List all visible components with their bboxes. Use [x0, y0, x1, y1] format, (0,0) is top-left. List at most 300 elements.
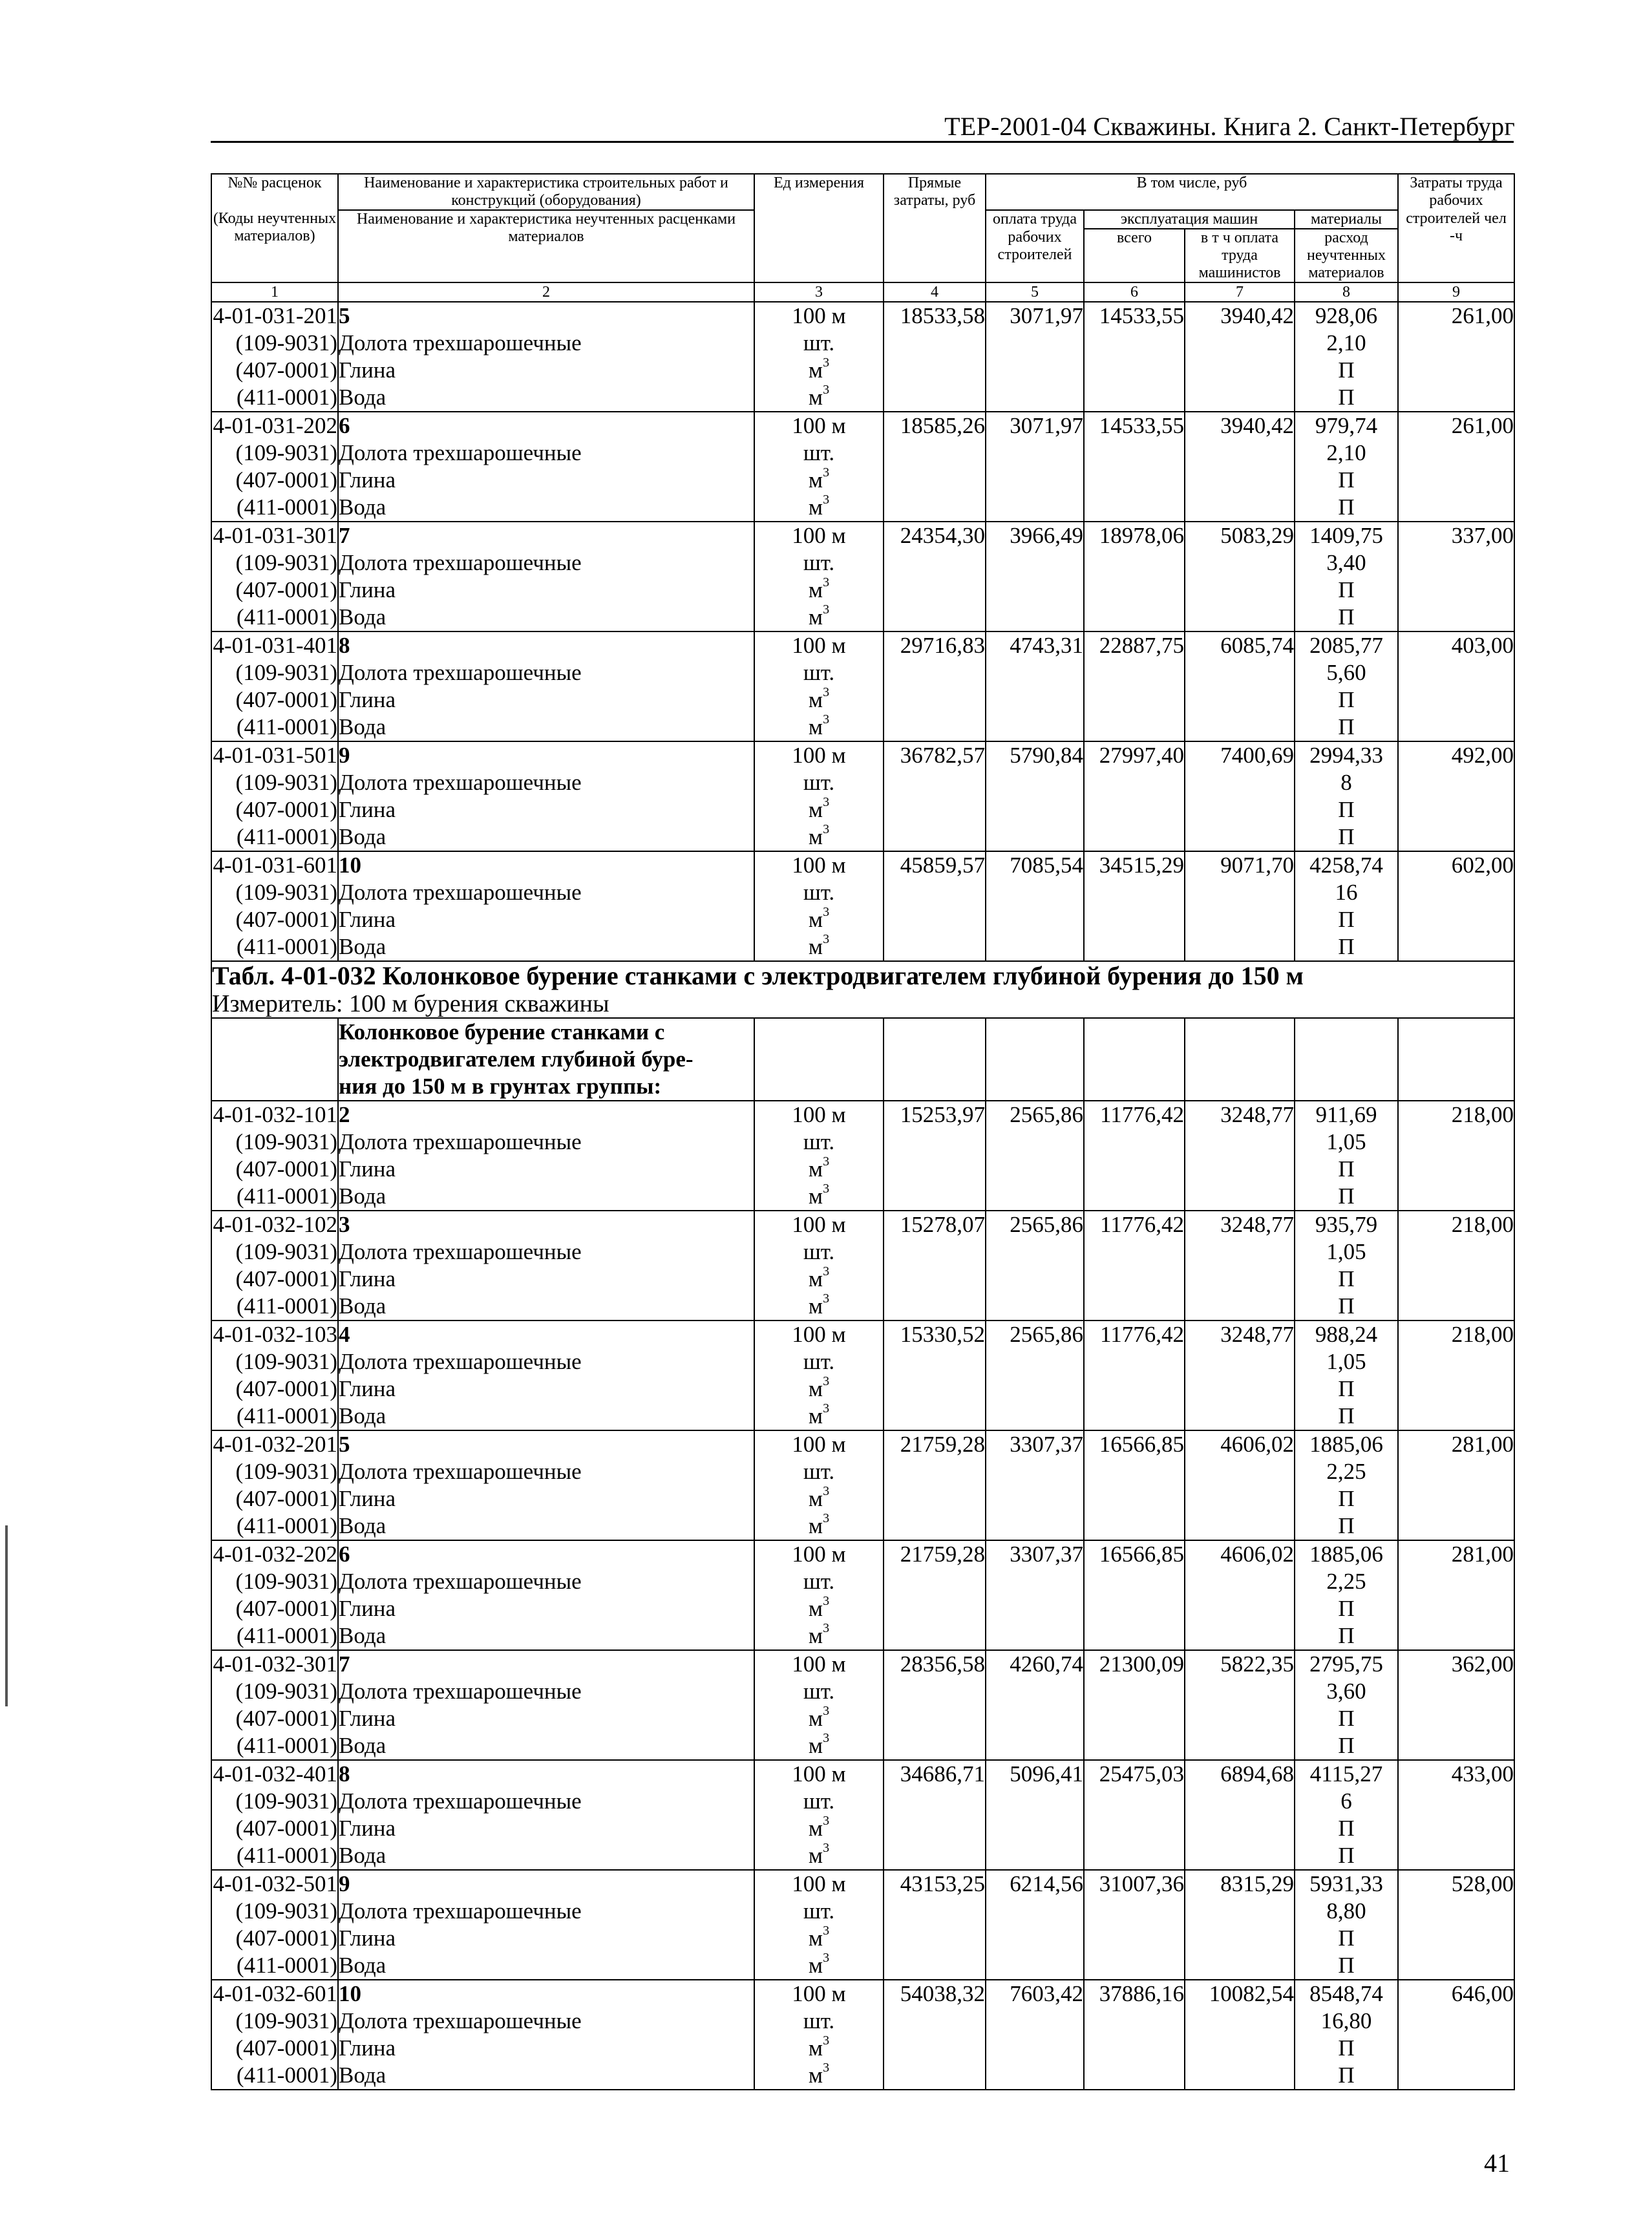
empty-cell [1084, 1458, 1185, 1485]
empty-cell [884, 1952, 986, 1980]
material-consumption [1295, 1238, 1398, 1266]
labor-hours [1398, 1760, 1514, 1788]
material-code-text: (109-9031) [235, 770, 337, 795]
machinists-labor-text: 5822,35 [1220, 1651, 1294, 1677]
material-row [211, 1925, 1514, 1952]
material-consumption-text: П [1338, 494, 1355, 520]
empty-cell [884, 1403, 986, 1430]
material-unit-text: м [808, 604, 823, 630]
column-number: 1 [211, 282, 338, 302]
material-code-text: (109-9031) [235, 440, 337, 465]
material-unit [754, 1705, 884, 1732]
empty-cell [1084, 440, 1185, 467]
superscript: 3 [823, 1841, 830, 1856]
direct-costs-text: 21759,28 [900, 1432, 985, 1457]
rate-code [211, 1760, 338, 1788]
empty-cell [884, 1375, 986, 1403]
material-unit-text: м [808, 1293, 823, 1319]
rate-code [211, 1870, 338, 1898]
materials-cost [1295, 302, 1398, 330]
superscript: 3 [823, 355, 830, 370]
labor-hours-text: 281,00 [1451, 1542, 1514, 1567]
material-code-text: (407-0001) [235, 1596, 337, 1621]
empty-cell [1084, 933, 1185, 961]
empty-cell [986, 1156, 1084, 1183]
materials-cost-text: 4115,27 [1309, 1761, 1383, 1787]
rate-unit [754, 631, 884, 659]
material-consumption-text: П [1338, 907, 1355, 932]
empty-cell [986, 577, 1084, 604]
material-unit-text: м [808, 1486, 823, 1511]
material-unit [754, 1129, 884, 1156]
labor-hours [1398, 1321, 1514, 1348]
machinists-labor-text: 7400,69 [1220, 743, 1294, 768]
material-name-text: Долота трехшарошечные [339, 440, 582, 465]
rate-unit-text: 100 м [792, 1212, 846, 1237]
empty-cell [1185, 769, 1295, 796]
col6-header: всего [1084, 229, 1185, 282]
machines-total-text: 31007,36 [1099, 1871, 1184, 1896]
material-row [211, 440, 1514, 467]
material-name-text: Долота трехшарошечные [339, 1898, 582, 1924]
empty-cell [884, 494, 986, 522]
material-name [338, 494, 754, 522]
material-name-text: Долота трехшарошечные [339, 660, 582, 685]
empty-cell [1185, 1348, 1295, 1375]
empty-cell [884, 440, 986, 467]
empty-cell [1185, 467, 1295, 494]
material-unit [754, 1815, 884, 1842]
machines-total-text: 18978,06 [1099, 523, 1184, 548]
labor-cost-text: 3071,97 [1010, 413, 1083, 438]
empty-cell [986, 1512, 1084, 1540]
empty-cell [986, 2062, 1084, 2090]
empty-cell [884, 1348, 986, 1375]
rate-name [338, 302, 754, 330]
materials-cost-text: 911,69 [1315, 1102, 1377, 1127]
material-code [211, 1732, 338, 1760]
labor-hours [1398, 522, 1514, 549]
material-code [211, 467, 338, 494]
materials-cost-text: 2085,77 [1309, 633, 1383, 658]
empty-cell [884, 769, 986, 796]
rate-name [338, 522, 754, 549]
rate-name-text: 5 [339, 1432, 350, 1457]
superscript: 3 [823, 685, 830, 700]
labor-hours [1398, 1980, 1514, 2008]
material-consumption-text: П [1338, 1513, 1355, 1538]
empty-cell [1398, 549, 1514, 577]
material-code [211, 384, 338, 412]
material-code-text: (411-0001) [236, 1733, 337, 1758]
empty-cell [1185, 714, 1295, 741]
material-consumption [1295, 1842, 1398, 1870]
material-consumption-text: 2,25 [1326, 1569, 1366, 1594]
material-code-text: (407-0001) [235, 797, 337, 822]
column-numbers-row [211, 282, 1514, 302]
empty-cell [1185, 549, 1295, 577]
rate-unit [754, 412, 884, 440]
material-consumption-text: П [1338, 687, 1355, 712]
empty-cell [1185, 2035, 1295, 2062]
material-row [211, 769, 1514, 796]
material-consumption-text: 1,05 [1326, 1129, 1366, 1154]
rate-code [211, 1430, 338, 1458]
rate-code-text: 4-01-031-201 [213, 303, 337, 328]
material-consumption [1295, 714, 1398, 741]
labor-cost [986, 741, 1084, 769]
material-consumption [1295, 440, 1398, 467]
materials-cost-text: 2994,33 [1309, 743, 1383, 768]
materials-cost [1295, 1650, 1398, 1678]
empty-cell [884, 1595, 986, 1622]
material-name [338, 549, 754, 577]
material-name [338, 686, 754, 714]
material-unit-text: м [808, 1596, 823, 1621]
machines-total-text: 27997,40 [1099, 743, 1184, 768]
material-name [338, 1815, 754, 1842]
material-name [338, 1458, 754, 1485]
material-name [338, 2035, 754, 2062]
material-consumption [1295, 686, 1398, 714]
material-row [211, 1705, 1514, 1732]
empty-cell [884, 659, 986, 686]
material-row [211, 933, 1514, 961]
rate-code-text: 4-01-032-301 [213, 1651, 337, 1677]
material-consumption [1295, 549, 1398, 577]
rate-row [211, 851, 1514, 879]
machines-total [1084, 851, 1185, 879]
rate-name-text: 9 [339, 1871, 350, 1896]
material-unit [754, 879, 884, 906]
material-name [338, 906, 754, 933]
material-name [338, 1375, 754, 1403]
material-consumption [1295, 604, 1398, 631]
material-consumption [1295, 659, 1398, 686]
material-consumption [1295, 1678, 1398, 1705]
material-code [211, 796, 338, 823]
material-code-text: (109-9031) [235, 1898, 337, 1924]
material-unit-text: шт. [803, 1459, 835, 1484]
empty-cell [1185, 1512, 1295, 1540]
material-unit-text: м [808, 1953, 823, 1978]
material-unit-text: м [808, 1843, 823, 1868]
superscript: 3 [823, 1731, 830, 1746]
material-consumption [1295, 1595, 1398, 1622]
material-consumption-text: П [1338, 577, 1355, 602]
material-unit [754, 769, 884, 796]
empty-cell [1084, 906, 1185, 933]
machines-total [1084, 1870, 1185, 1898]
rate-name-text: 10 [339, 853, 361, 878]
rate-row [211, 1650, 1514, 1678]
material-code-text: (411-0001) [236, 385, 337, 410]
material-name [338, 384, 754, 412]
rate-row [211, 1321, 1514, 1348]
labor-hours-text: 602,00 [1451, 853, 1514, 878]
labor-hours [1398, 631, 1514, 659]
material-name-text: Долота трехшарошечные [339, 1459, 582, 1484]
material-code-text: (407-0001) [235, 1376, 337, 1401]
material-name [338, 577, 754, 604]
material-code [211, 823, 338, 851]
empty-cell [1185, 823, 1295, 851]
empty-cell [884, 879, 986, 906]
labor-cost [986, 851, 1084, 879]
material-code [211, 1348, 338, 1375]
material-unit-text: м [808, 1183, 823, 1209]
empty-cell [1084, 2062, 1185, 2090]
machines-total-text: 34515,29 [1099, 853, 1184, 878]
labor-hours [1398, 851, 1514, 879]
machinists-labor [1185, 1760, 1295, 1788]
material-code-text: (109-9031) [235, 1129, 337, 1154]
material-code [211, 1156, 338, 1183]
machinists-labor-text: 3940,42 [1220, 303, 1294, 328]
col9-header: Затраты труда рабочих [1398, 174, 1514, 210]
superscript: 3 [823, 1154, 830, 1169]
material-unit [754, 1156, 884, 1183]
empty-cell [1185, 796, 1295, 823]
empty-cell [1084, 1293, 1185, 1321]
direct-costs [884, 1101, 986, 1129]
empty-cell [1185, 1403, 1295, 1430]
material-row [211, 1266, 1514, 1293]
material-row [211, 604, 1514, 631]
empty-cell [1398, 1293, 1514, 1321]
rate-unit-text: 100 м [792, 1871, 846, 1896]
material-unit-text: шт. [803, 1129, 835, 1154]
empty-cell [986, 1568, 1084, 1595]
superscript: 3 [823, 1374, 830, 1389]
direct-costs [884, 1650, 986, 1678]
rate-code [211, 1540, 338, 1568]
material-name-text: Долота трехшарошечные [339, 330, 582, 355]
material-code-text: (411-0001) [236, 934, 337, 959]
material-code-text: (411-0001) [236, 2063, 337, 2088]
empty-cell [986, 1622, 1084, 1650]
material-unit-text: шт. [803, 1788, 835, 1814]
material-unit [754, 1183, 884, 1211]
material-unit-text: м [808, 824, 823, 849]
material-name-text: Долота трехшарошечные [339, 770, 582, 795]
rate-name-text: 7 [339, 523, 350, 548]
material-consumption [1295, 906, 1398, 933]
rate-unit [754, 1870, 884, 1898]
rates-table [211, 173, 1515, 2090]
empty-cell [1398, 1238, 1514, 1266]
empty-cell [1084, 686, 1185, 714]
material-name [338, 1403, 754, 1430]
material-consumption-text: П [1338, 1816, 1355, 1841]
empty-cell [1398, 330, 1514, 357]
labor-hours-text: 492,00 [1451, 743, 1514, 768]
empty-cell [1185, 1156, 1295, 1183]
labor-cost-text: 3307,37 [1010, 1542, 1083, 1567]
machines-total [1084, 412, 1185, 440]
empty-cell [986, 357, 1084, 384]
rate-code-text: 4-01-031-501 [213, 743, 337, 768]
empty-cell [986, 1788, 1084, 1815]
machinists-labor-text: 4606,02 [1220, 1432, 1294, 1457]
labor-cost [986, 1870, 1084, 1898]
rate-code-text: 4-01-031-601 [213, 853, 337, 878]
machinists-labor [1185, 1870, 1295, 1898]
labor-hours-text: 646,00 [1451, 1981, 1514, 2006]
material-code [211, 1788, 338, 1815]
material-unit-text: шт. [803, 330, 835, 355]
column-number: 3 [754, 282, 884, 302]
material-name [338, 1678, 754, 1705]
rate-code [211, 522, 338, 549]
material-name-text: Вода [339, 1403, 387, 1428]
empty-cell [986, 1403, 1084, 1430]
direct-costs [884, 522, 986, 549]
machinists-labor [1185, 412, 1295, 440]
col2-subheader: Наименование и характеристика неучтенных расценками материалов [338, 210, 754, 282]
section-4-01-031 [211, 302, 1514, 961]
material-name-text: Глина [339, 1266, 396, 1291]
machines-total [1084, 1211, 1185, 1238]
labor-hours-text: 218,00 [1451, 1102, 1514, 1127]
material-consumption-text: П [1338, 2035, 1355, 2061]
empty-cell [1185, 1568, 1295, 1595]
material-unit [754, 1788, 884, 1815]
material-code [211, 549, 338, 577]
rate-code [211, 741, 338, 769]
empty-cell [1398, 1732, 1514, 1760]
material-name-text: Глина [339, 1156, 396, 1182]
material-code-text: (109-9031) [235, 660, 337, 685]
material-name-text: Глина [339, 577, 396, 602]
labor-hours [1398, 1540, 1514, 1568]
material-consumption-text: 2,10 [1326, 440, 1366, 465]
material-name-text: Глина [339, 357, 396, 383]
empty-cell [1185, 1183, 1295, 1211]
materials-cost [1295, 631, 1398, 659]
material-consumption [1295, 823, 1398, 851]
material-row [211, 2062, 1514, 2090]
empty-cell [986, 769, 1084, 796]
material-code [211, 1266, 338, 1293]
material-unit-text: шт. [803, 660, 835, 685]
superscript: 3 [823, 795, 830, 810]
material-consumption-text: 16,80 [1320, 2008, 1372, 2033]
material-row [211, 384, 1514, 412]
material-consumption [1295, 879, 1398, 906]
empty-cell [1398, 1705, 1514, 1732]
material-name [338, 2008, 754, 2035]
empty-cell [884, 384, 986, 412]
machinists-labor [1185, 851, 1295, 879]
rate-code-text: 4-01-032-103 [213, 1322, 337, 1347]
empty-cell [1398, 1842, 1514, 1870]
empty-cell [1185, 2008, 1295, 2035]
material-code-text: (109-9031) [235, 1788, 337, 1814]
material-name-text: Вода [339, 1623, 387, 1648]
rate-code [211, 1650, 338, 1678]
rate-unit [754, 1211, 884, 1238]
machines-total-text: 25475,03 [1099, 1761, 1184, 1787]
empty-cell [1084, 1485, 1185, 1512]
empty-cell [884, 1293, 986, 1321]
material-code [211, 686, 338, 714]
rate-name [338, 1870, 754, 1898]
material-row [211, 796, 1514, 823]
material-consumption [1295, 1156, 1398, 1183]
empty-cell [986, 1952, 1084, 1980]
empty-cell [1398, 357, 1514, 384]
rate-code-text: 4-01-031-301 [213, 523, 337, 548]
labor-hours-text: 281,00 [1451, 1432, 1514, 1457]
empty-cell [986, 1375, 1084, 1403]
empty-cell [884, 549, 986, 577]
empty-cell [986, 1815, 1084, 1842]
empty-cell [884, 1678, 986, 1705]
rate-row [211, 741, 1514, 769]
work-heading-line: Колонковое бурение станками с [338, 1018, 754, 1046]
rate-row [211, 1760, 1514, 1788]
material-name [338, 1568, 754, 1595]
empty-cell [1398, 2062, 1514, 2090]
material-name-text: Долота трехшарошечные [339, 880, 582, 905]
rate-name [338, 631, 754, 659]
material-row [211, 330, 1514, 357]
machines-total-text: 16566,85 [1099, 1542, 1184, 1567]
empty-cell [1398, 467, 1514, 494]
empty-cell [1185, 1842, 1295, 1870]
direct-costs-text: 43153,25 [900, 1871, 985, 1896]
labor-hours [1398, 741, 1514, 769]
material-code [211, 330, 338, 357]
material-unit-text: м [808, 907, 823, 932]
material-code [211, 1238, 338, 1266]
empty-cell [1185, 1815, 1295, 1842]
empty-cell [986, 1595, 1084, 1622]
material-consumption [1295, 1129, 1398, 1156]
material-consumption-text: П [1338, 1183, 1355, 1209]
material-code [211, 1183, 338, 1211]
material-name [338, 659, 754, 686]
empty-cell [1398, 577, 1514, 604]
material-name-text: Вода [339, 2063, 387, 2088]
machines-total [1084, 741, 1185, 769]
material-consumption [1295, 1485, 1398, 1512]
empty-cell [1185, 1485, 1295, 1512]
superscript: 3 [823, 2033, 830, 2048]
page-number: 41 [1484, 2148, 1510, 2178]
material-consumption-text: П [1338, 797, 1355, 822]
empty-cell [986, 1485, 1084, 1512]
rate-code-text: 4-01-032-601 [213, 1981, 337, 2006]
empty-cell [986, 1293, 1084, 1321]
labor-cost [986, 1760, 1084, 1788]
material-unit [754, 933, 884, 961]
rate-row [211, 1870, 1514, 1898]
material-code-text: (411-0001) [236, 1183, 337, 1209]
materials-cost [1295, 1211, 1398, 1238]
material-name-text: Вода [339, 714, 387, 739]
empty-cell [986, 879, 1084, 906]
empty-cell [986, 659, 1084, 686]
material-name-text: Вода [339, 1953, 387, 1978]
material-unit [754, 1238, 884, 1266]
empty-cell [884, 1458, 986, 1485]
empty-cell [1398, 823, 1514, 851]
rate-code [211, 1321, 338, 1348]
material-consumption-text: 2,10 [1326, 330, 1366, 355]
material-row [211, 1512, 1514, 1540]
